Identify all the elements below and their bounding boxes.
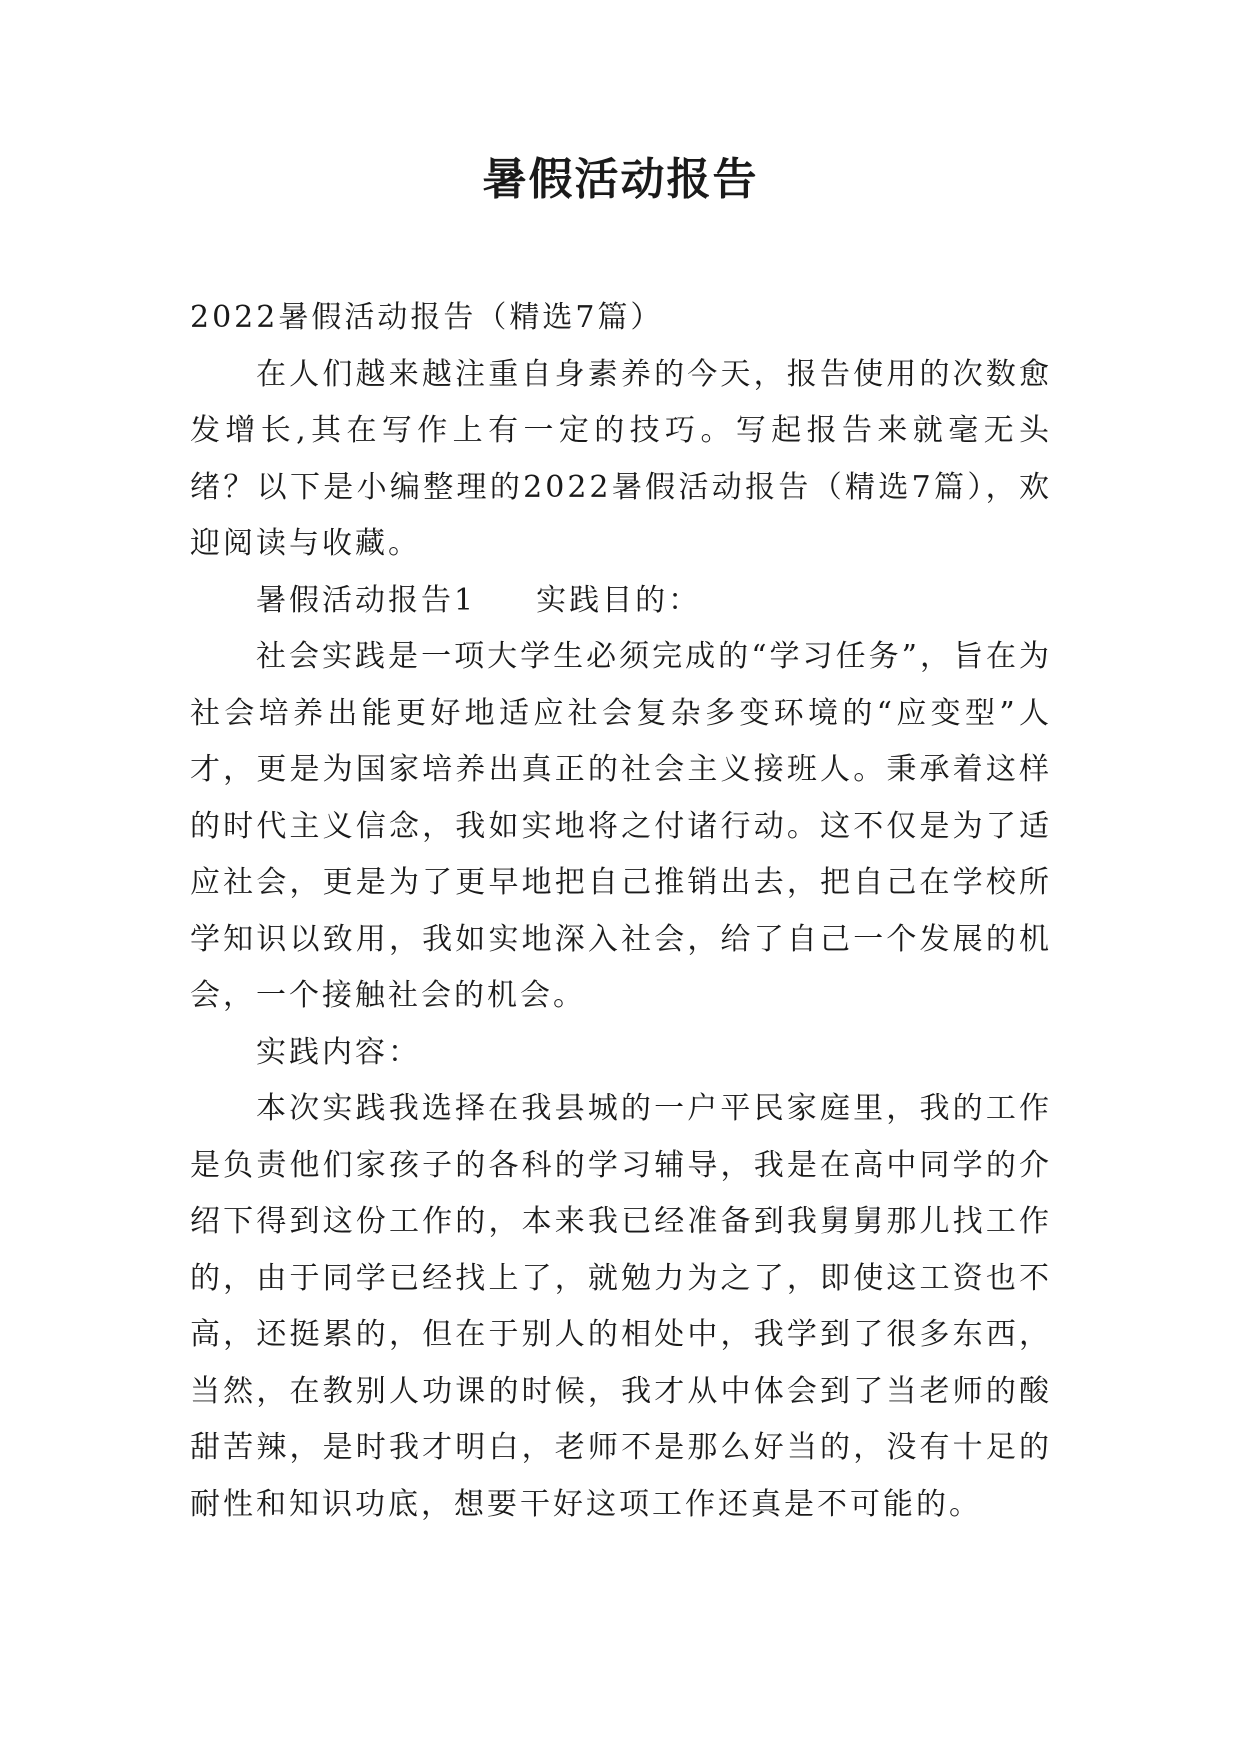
section-heading: 暑假活动报告1: [256, 582, 477, 618]
content-paragraph: 本次实践我选择在我县城的一户平民家庭里，我的工作是负责他们家孩子的各科的学习辅导，我是在高中同学的介绍下得到这份工作的，本来我已经准备到我舅舅那儿找工作的，由于同学已经找上了，就勉力为之了，即使这工资也不高，还挺累的，但在于别人的相处中，我学到了很多东西，当然，在教别人功课的时候，我才从中体会到了当老师的酸甜苦辣，是时我才明白，老师不是那么好当的，没有十足的耐性和知识功底，想要干好这项工作还真是不可能的。: [190, 1091, 1052, 1522]
document-title: 暑假活动报告: [482, 154, 759, 205]
intro-paragraph: 在人们越来越注重自身素养的今天，报告使用的次数愈发增长,其在写作上有一定的技巧。写起报告来就毫无头绪？以下是小编整理的2022暑假活动报告（精选7篇），欢迎阅读与收藏。: [190, 356, 1052, 561]
purpose-paragraph: 社会实践是一项大学生必须完成的“学习任务”，旨在为社会培养出能更好地适应社会复杂多变环境的“应变型”人才，更是为国家培养出真正的社会主义接班人。秉承着这样的时代主义信念，我如实地将之付诸行动。这不仅是为了适应社会，更是为了更早地把自己推销出去，把自己在学校所学知识以致用，我如实地深入社会，给了自己一个发展的机会，一个接触社会的机会。: [190, 639, 1052, 1013]
practice-content-label: 实践内容：: [256, 1034, 421, 1070]
section-heading-line: [190, 573, 1052, 630]
document-subtitle: 2022暑假活动报告（精选7篇）: [190, 300, 664, 335]
practice-purpose-label: 实践目的：: [536, 582, 702, 618]
document-body: [190, 290, 1052, 1533]
